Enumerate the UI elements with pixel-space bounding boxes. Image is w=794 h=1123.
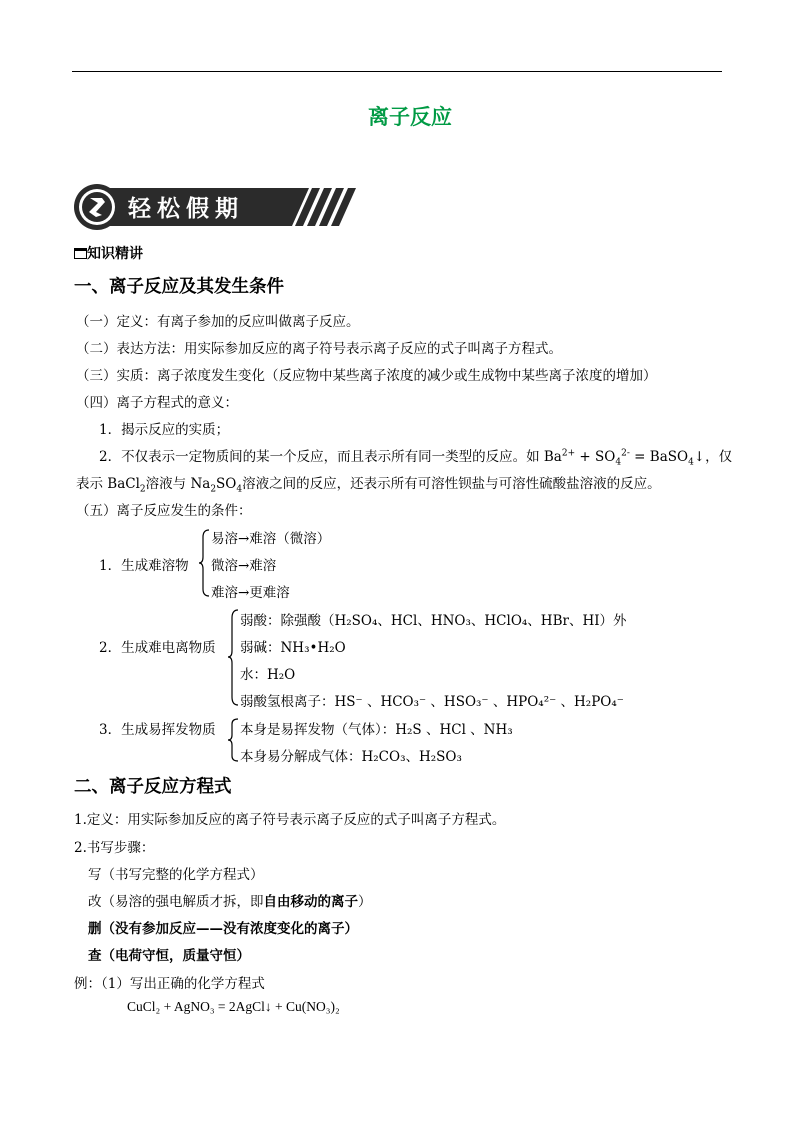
cond1-label: 1．生成难溶物 bbox=[99, 558, 189, 574]
cond1-brace bbox=[199, 529, 211, 597]
cond2-weak-acid: 弱酸：除强酸（H₂SO₄、HCl、HNO₃、HClO₄、HBr、HI）外 bbox=[240, 613, 627, 629]
expression-line: （二）表达方法：用实际参加反应的离子符号表示离子反应的式子叫离子方程式。 bbox=[76, 341, 562, 357]
meaning-heading: （四）离子方程式的意义： bbox=[76, 395, 238, 411]
example-equation: CuCl₂ + AgNO₃ = 2AgCl↓ + Cu(NO₃)₂ bbox=[127, 999, 340, 1014]
cond2-brace bbox=[228, 609, 240, 706]
example-line: 例：（1）写出正确的化学方程式 bbox=[74, 976, 265, 992]
cond3-row-1: 本身是易挥发物（气体）：H₂S 、HCl 、NH₃ bbox=[240, 722, 513, 738]
definition-line: （一）定义：有离子参加的反应叫做离子反应。 bbox=[76, 314, 360, 330]
steps-label: 2.书写步骤： bbox=[74, 840, 155, 856]
banner-text: 轻松假期 bbox=[128, 196, 244, 222]
step-change: 改（易溶的强电解质才拆，即自由移动的离子） bbox=[88, 894, 372, 910]
cond1-row-1: 易溶→难溶（微溶） bbox=[211, 531, 331, 547]
step-delete: 删（没有参加反应——没有浓度变化的离子） bbox=[88, 921, 358, 937]
essence-line: （三）实质：离子浓度发生变化（反应物中某些离子浓度的减少或生成物中某些离子浓度的增加） bbox=[76, 368, 657, 384]
section1-heading: 一、离子反应及其发生条件 bbox=[74, 277, 284, 297]
page-title: 离子反应 bbox=[368, 105, 452, 129]
header-rule bbox=[72, 71, 722, 72]
book-icon bbox=[74, 248, 87, 259]
cond3-brace bbox=[228, 718, 240, 762]
section2-definition: 1.定义：用实际参加反应的离子符号表示离子反应的式子叫离子方程式。 bbox=[74, 812, 506, 828]
conditions-heading: （五）离子反应发生的条件： bbox=[76, 503, 252, 519]
cond2-label: 2．生成难电离物质 bbox=[99, 640, 216, 656]
cond2-weak-base: 弱碱：NH₃•H₂O bbox=[240, 640, 346, 656]
cond3-label: 3．生成易挥发物质 bbox=[99, 722, 216, 738]
step-check: 查（电荷守恒，质量守恒） bbox=[88, 948, 250, 964]
step-write: 写（书写完整的化学方程式） bbox=[88, 867, 264, 883]
cond3-row-2: 本身易分解成气体：H₂CO₃、H₂SO₃ bbox=[240, 749, 462, 765]
cond1-row-2: 微溶→难溶 bbox=[211, 558, 277, 574]
meaning-2-line2: 表示 BaCl$_2$溶液与 $Na_2SO_4$溶液之间的反应，还表示所有可溶性钡盐与可溶性硫酸盐溶液的反应。 bbox=[76, 476, 661, 495]
cond2-water: 水：H₂O bbox=[240, 667, 296, 683]
cond2-acid-salt-ion: 弱酸氢根离子：HS⁻ 、HCO₃⁻ 、HSO₃⁻ 、HPO₄²⁻ 、H₂PO₄⁻ bbox=[240, 694, 624, 710]
meaning-1: 1．揭示反应的实质； bbox=[99, 422, 230, 438]
meaning-2-line1: 2．不仅表示一定物质间的某一个反应，而且表示所有同一类型的反应。如 $Ba^{2+} + SO_4^{2-}$ = BaSO$_4$↓，仅 bbox=[99, 448, 733, 468]
section2-heading: 二、离子反应方程式 bbox=[74, 777, 232, 797]
section-banner bbox=[74, 184, 362, 230]
cond1-row-3: 难溶→更难溶 bbox=[211, 585, 290, 601]
knowledge-heading: 知识精讲 bbox=[74, 243, 143, 263]
